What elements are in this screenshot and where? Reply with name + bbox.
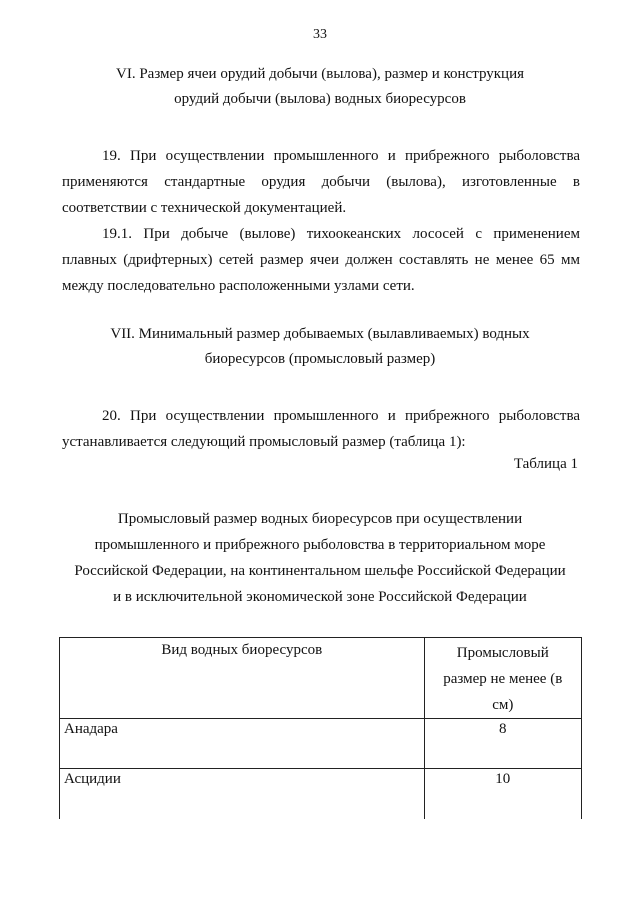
paragraph-line: 19.1. При добыче (вылове) тихоокеанских лососей с применением	[102, 226, 580, 242]
min-size-value: 8	[424, 719, 581, 769]
page-number: 33	[313, 27, 327, 42]
table-caption-line: Промысловый размер водных биоресурсов при осуществлении	[117, 511, 523, 527]
table-caption-line: Российской Федерации, на континентальном шельфе Российской Федерации	[74, 563, 566, 579]
table-caption	[40, 506, 600, 610]
species-name: Асцидии	[60, 769, 425, 819]
table-label: Таблица 1	[513, 456, 578, 472]
paragraph-line: применяются стандартные орудия добычи (вылова), изготовленные в	[62, 174, 580, 190]
section-heading-line: орудий добычи (вылова) водных биоресурсов	[174, 91, 466, 107]
table-row	[60, 769, 582, 819]
paragraph-line: 20. При осуществлении промышленного и прибрежного рыболовства	[102, 408, 580, 424]
section-heading-line: VI. Размер ячеи орудий добычи (вылова), размер и конструкция	[116, 66, 524, 82]
header-min-size	[424, 638, 581, 719]
min-size-value: 10	[424, 769, 581, 819]
header-min-size-line: размер не менее (в	[443, 671, 563, 687]
section-heading-6	[60, 62, 580, 112]
table-caption-line: промышленного и прибрежного рыболовства в территориальном море	[94, 537, 546, 553]
table-header-row	[60, 638, 582, 719]
table-row	[60, 719, 582, 769]
paragraph-19-1	[62, 221, 580, 299]
paragraph-line: между последовательно расположенными узлами сети.	[62, 278, 415, 294]
section-heading-line: VII. Минимальный размер добываемых (вылавливаемых) водных	[110, 326, 530, 342]
table-caption-line: и в исключительной экономической зоне Российской Федерации	[113, 589, 527, 605]
paragraph-line: 19. При осуществлении промышленного и прибрежного рыболовства	[102, 148, 580, 164]
species-name: Анадара	[60, 719, 425, 769]
paragraph-line: устанавливается следующий промысловый размер (таблица 1):	[62, 434, 466, 450]
header-min-size-line: Промысловый	[456, 645, 549, 661]
header-min-size-line: см)	[492, 697, 514, 713]
paragraph-19	[62, 143, 580, 221]
section-heading-line: биоресурсов (промысловый размер)	[204, 351, 436, 367]
section-heading-7	[60, 322, 580, 372]
paragraph-20	[62, 403, 580, 455]
catch-size-table	[59, 637, 582, 819]
paragraph-line: плавных (дрифтерных) сетей размер ячеи должен составлять не менее 65 мм	[62, 252, 580, 268]
header-species: Вид водных биоресурсов	[60, 638, 425, 719]
paragraph-line: соответствии с технической документацией.	[62, 200, 347, 216]
